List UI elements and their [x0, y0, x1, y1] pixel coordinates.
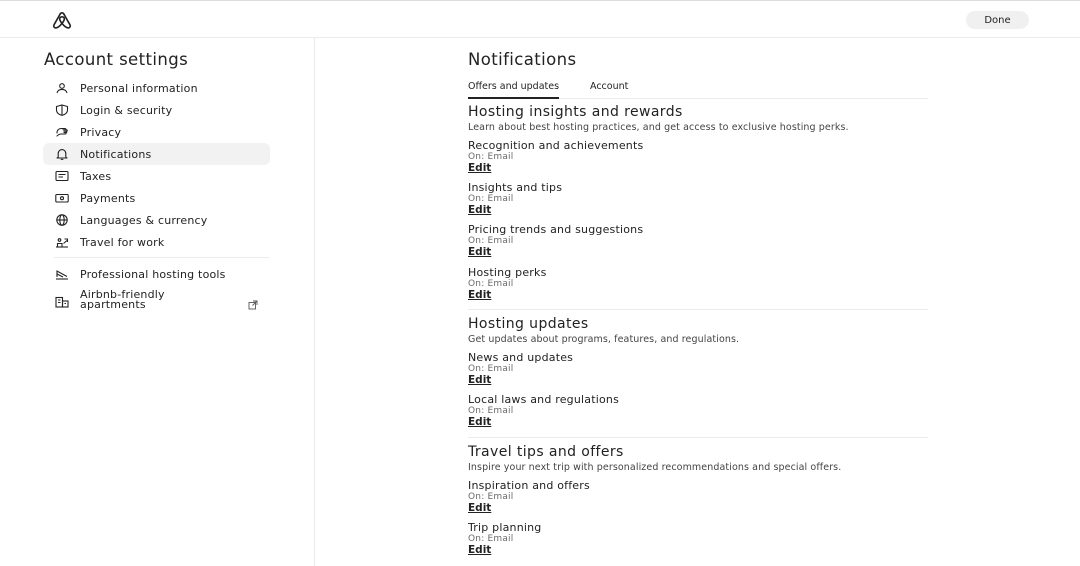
sidebar-item-label: Login & security — [80, 103, 173, 117]
edit-link[interactable]: Edit — [468, 416, 492, 428]
notification-label: Pricing trends and suggestions — [468, 223, 644, 236]
section-title: Hosting updates — [468, 316, 589, 332]
notification-status: On: Email — [468, 364, 514, 374]
notification-status: On: Email — [468, 236, 514, 246]
top-bar — [0, 0, 1080, 38]
tab-account[interactable]: Account — [590, 81, 629, 92]
tab-bar — [468, 81, 928, 99]
bell-icon — [54, 148, 69, 160]
edit-link[interactable]: Edit — [468, 246, 492, 258]
notification-label: Local laws and regulations — [468, 393, 620, 406]
sidebar-item-taxes[interactable] — [43, 165, 270, 187]
edit-link[interactable]: Edit — [468, 502, 492, 514]
sidebar-item-label: Personal information — [80, 81, 198, 95]
briefcase-icon — [54, 236, 69, 248]
section-description: Learn about best hosting practices, and get access to exclusive hosting perks. — [468, 122, 849, 133]
page-title: Notifications — [468, 50, 577, 69]
edit-link[interactable]: Edit — [468, 162, 492, 174]
sidebar-item-label: Notifications — [80, 147, 152, 161]
shield-icon — [54, 104, 69, 116]
sidebar-title: Account settings — [44, 50, 189, 69]
sidebar-item-label: Payments — [80, 191, 136, 205]
person-icon — [54, 82, 69, 94]
section-title: Hosting insights and rewards — [468, 104, 683, 120]
label-line-1: Airbnb-friendly — [80, 288, 165, 301]
notification-status: On: Email — [468, 279, 514, 289]
sidebar-item-label: Taxes — [80, 169, 112, 183]
tab-offers-and-updates[interactable]: Offers and updates — [468, 81, 559, 99]
section-description: Inspire your next trip with personalized recommendations and special offers. — [468, 462, 842, 473]
sidebar-item-login-security[interactable] — [43, 99, 270, 121]
chart-icon — [54, 268, 69, 280]
building-icon — [54, 296, 69, 308]
notification-label: Insights and tips — [468, 181, 563, 194]
notification-status: On: Email — [468, 406, 514, 416]
edit-link[interactable]: Edit — [468, 289, 492, 301]
sidebar-item-professional-hosting-tools[interactable] — [43, 263, 270, 285]
notification-label: Trip planning — [468, 521, 542, 534]
edit-link[interactable]: Edit — [468, 204, 492, 216]
notification-label: Hosting perks — [468, 266, 547, 279]
sidebar-item-notifications[interactable] — [43, 143, 270, 165]
notification-status: On: Email — [468, 152, 514, 162]
sidebar-item-languages-currency[interactable] — [43, 209, 270, 231]
edit-link[interactable]: Edit — [468, 374, 492, 386]
notification-label: Inspiration and offers — [468, 479, 590, 492]
document-icon — [54, 170, 69, 182]
sidebar-item-label: Travel for work — [80, 235, 165, 249]
sidebar-item-label: Privacy — [80, 125, 122, 139]
sidebar-item-privacy[interactable] — [43, 121, 270, 143]
done-button[interactable]: Done — [966, 11, 1029, 29]
section-title: Travel tips and offers — [468, 444, 624, 460]
notification-status: On: Email — [468, 194, 514, 204]
hand-icon — [54, 126, 69, 138]
external-link-icon — [248, 295, 258, 305]
sidebar-item-personal-information[interactable] — [43, 77, 270, 99]
section-divider — [468, 309, 928, 310]
section-description: Get updates about programs, features, and regulations. — [468, 334, 740, 345]
sidebar-item-airbnb-friendly-apartments[interactable] — [43, 289, 270, 315]
globe-icon — [54, 214, 69, 226]
notification-status: On: Email — [468, 534, 514, 544]
account-settings-sidebar — [0, 38, 315, 566]
notification-status: On: Email — [468, 492, 514, 502]
sidebar-item-travel-for-work[interactable] — [43, 231, 270, 253]
section-divider — [468, 437, 928, 438]
airbnb-logo-icon[interactable] — [51, 11, 73, 29]
sidebar-item-label: Professional hosting tools — [80, 267, 226, 281]
card-icon — [54, 192, 69, 204]
sidebar-item-payments[interactable] — [43, 187, 270, 209]
sidebar-divider — [54, 257, 269, 258]
notification-label: News and updates — [468, 351, 574, 364]
notification-label: Recognition and achievements — [468, 139, 644, 152]
edit-link[interactable]: Edit — [468, 544, 492, 556]
label-line-2: apartments — [80, 298, 146, 311]
sidebar-item-label — [80, 290, 165, 310]
sidebar-item-label: Languages & currency — [80, 213, 208, 227]
